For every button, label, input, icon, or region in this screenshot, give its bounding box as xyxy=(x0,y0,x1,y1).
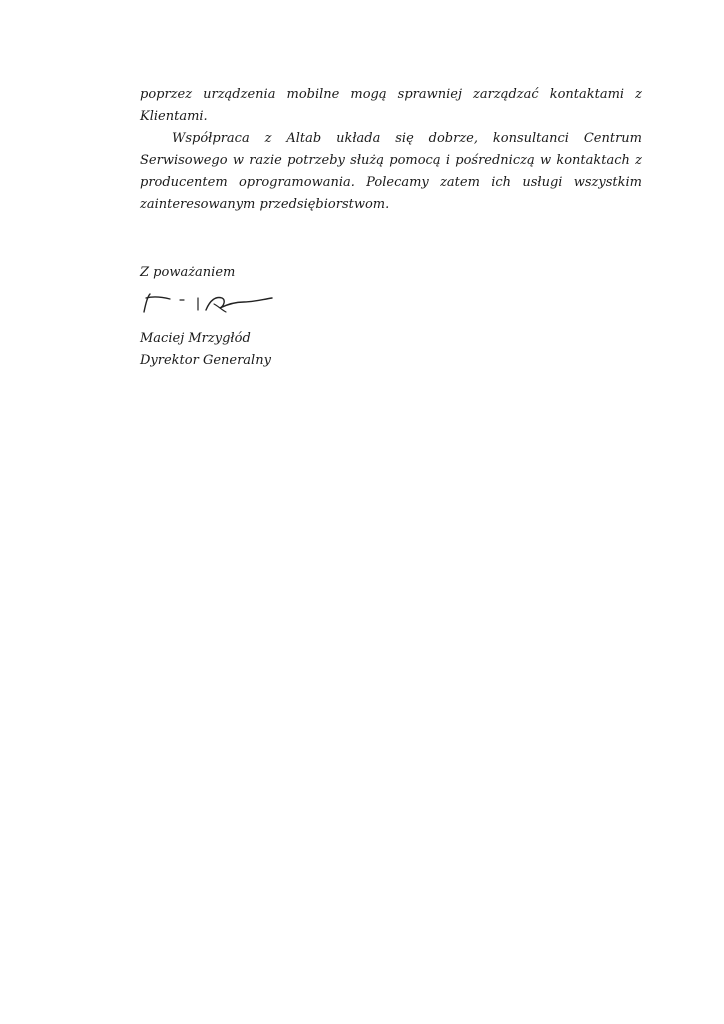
paragraph-1: poprzez urządzenia mobilne mogą sprawniej zarządzać kontaktami z Klientami. xyxy=(140,87,642,124)
paragraph-2: Współpraca z Altab układa się dobrze, konsultanci Centrum Serwisowego w razie potrzeby służą pomocą i pośredniczą w kontaktach z producentem oprogramowania. Polecamy zatem ich usługi wszystkim zainteresowanym przedsiębiorstwom. xyxy=(140,131,642,212)
signer-block xyxy=(140,328,271,372)
closing-salutation: Z poważaniem xyxy=(140,265,236,280)
signer-name: Maciej Mrzygłód xyxy=(140,331,251,346)
letter-body xyxy=(140,84,642,216)
signer-title: Dyrektor Generalny xyxy=(140,353,271,368)
handwritten-signature xyxy=(140,290,280,316)
